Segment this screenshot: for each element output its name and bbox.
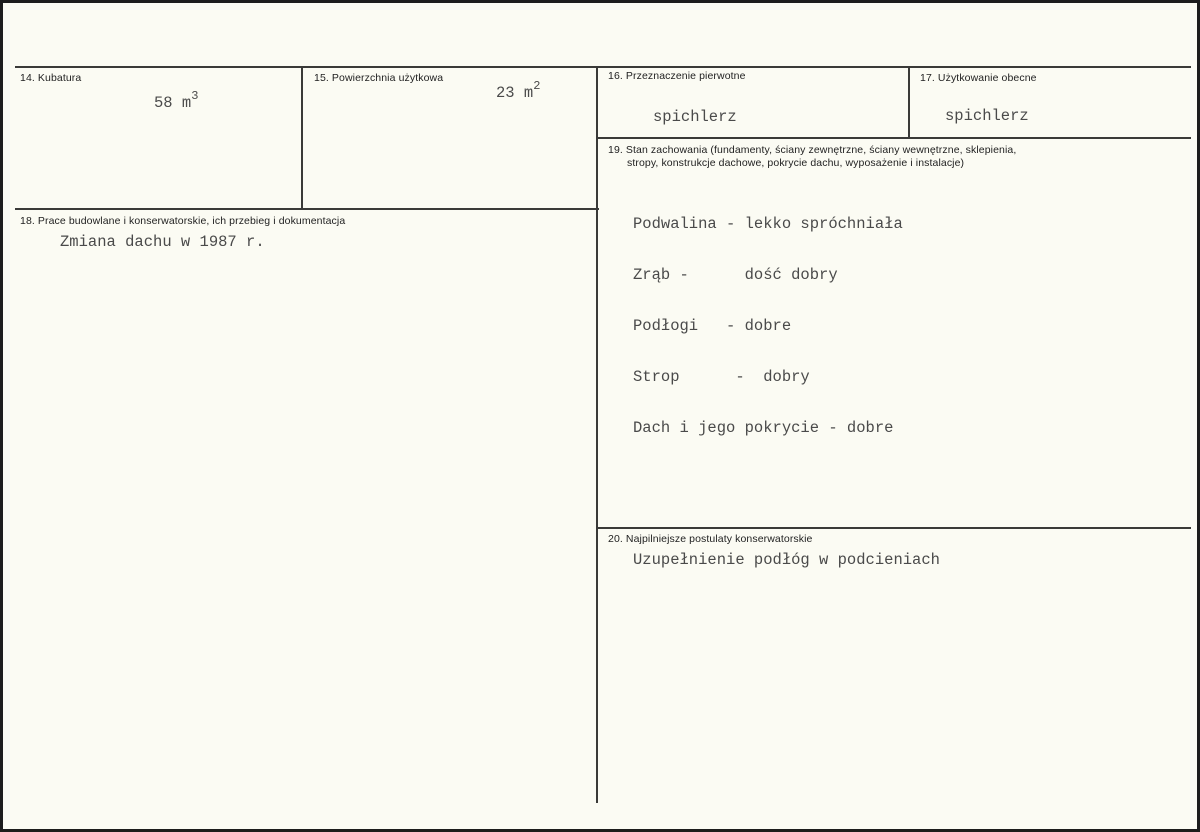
field-19-label-line1: 19. Stan zachowania (fundamenty, ściany zewnętrzne, ściany wewnętrzne, sklepienia, bbox=[608, 144, 1017, 156]
divider-14-15 bbox=[301, 66, 303, 210]
field-14-number: 58 m bbox=[154, 94, 192, 112]
field-19-label-line2: stropy, konstrukcje dachowe, pokrycie dachu, wyposażenie i instalacje) bbox=[627, 157, 965, 169]
field-15-exponent: 2 bbox=[533, 79, 541, 93]
field-20-label: 20. Najpilniejsze postulaty konserwatorskie bbox=[608, 533, 813, 545]
divider-16-17 bbox=[908, 66, 910, 139]
field-15-number: 23 m bbox=[496, 84, 534, 102]
divider-center bbox=[596, 66, 598, 803]
field-20-value: Uzupełnienie podłóg w podcieniach bbox=[633, 551, 940, 569]
field-15-label: 15. Powierzchnia użytkowa bbox=[314, 72, 444, 84]
condition-line-roof: Dach i jego pokrycie - dobre bbox=[633, 419, 894, 437]
condition-line-floors: Podłogi - dobre bbox=[633, 317, 792, 335]
field-18-value: Zmiana dachu w 1987 r. bbox=[60, 233, 265, 251]
field-18-label: 18. Prace budowlane i konserwatorskie, ich przebieg i dokumentacja bbox=[20, 215, 346, 227]
condition-line-foundation: Podwalina - lekko spróchniała bbox=[633, 215, 903, 233]
field-15-value bbox=[496, 79, 541, 102]
condition-line-walls: Zrąb - dość dobry bbox=[633, 266, 838, 284]
condition-line-ceiling: Strop - dobry bbox=[633, 368, 810, 386]
field-16-label: 16. Przeznaczenie pierwotne bbox=[608, 70, 746, 82]
field-19-value bbox=[633, 182, 903, 471]
field-14-value bbox=[154, 89, 199, 112]
field-17-value: spichlerz bbox=[945, 107, 1029, 125]
rule-above-20 bbox=[597, 527, 1191, 529]
field-17-label: 17. Użytkowanie obecne bbox=[920, 72, 1037, 84]
rule-below-14-15 bbox=[15, 208, 599, 210]
field-16-value: spichlerz bbox=[653, 108, 737, 126]
rule-below-16-17 bbox=[597, 137, 1191, 139]
field-14-label: 14. Kubatura bbox=[20, 72, 82, 84]
field-14-exponent: 3 bbox=[191, 89, 199, 103]
top-rule bbox=[15, 66, 1191, 68]
field-19-label bbox=[608, 144, 1098, 170]
